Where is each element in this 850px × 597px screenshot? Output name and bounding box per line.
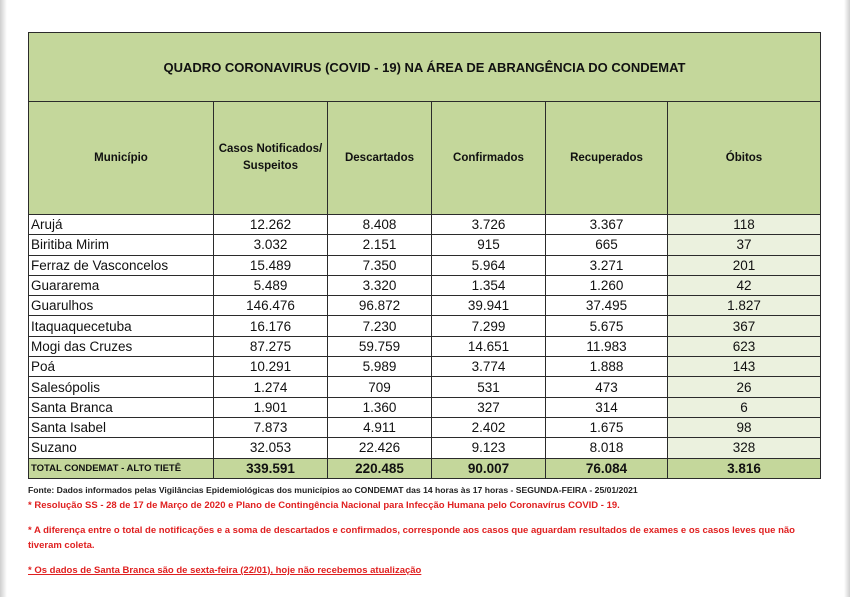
source-note: Fonte: Dados informados pelas Vigilâncias Epidemiológicas dos municípios ao CONDEMAT das 14 horas às 17 horas - SEGUNDA-FEIRA - 25/01/2021 bbox=[28, 485, 638, 495]
cell-obitos: 6 bbox=[668, 397, 821, 417]
table-row bbox=[29, 215, 821, 235]
covid-table bbox=[28, 32, 821, 479]
cell-recuperados: 37.495 bbox=[546, 296, 668, 316]
note-resolution: * Resolução SS - 28 de 17 de Março de 2020 e Plano de Contingência Nacional para Infecção Humana pelo Coronavírus COVID - 19. bbox=[28, 500, 620, 511]
cell-obitos: 37 bbox=[668, 235, 821, 255]
cell-descartados: 22.426 bbox=[328, 438, 432, 458]
left-edge-shadow bbox=[0, 0, 7, 597]
cell-descartados: 1.360 bbox=[328, 397, 432, 417]
cell-descartados: 96.872 bbox=[328, 296, 432, 316]
table-row bbox=[29, 296, 821, 316]
cell-obitos: 118 bbox=[668, 215, 821, 235]
cell-recuperados: 665 bbox=[546, 235, 668, 255]
header-casos-line1: Casos Notificados/ bbox=[218, 143, 323, 155]
right-edge-shadow bbox=[844, 0, 850, 597]
header-casos-line2: Suspeitos bbox=[243, 160, 298, 172]
cell-recuperados: 1.888 bbox=[546, 357, 668, 377]
cell-confirmados: 39.941 bbox=[432, 296, 546, 316]
cell-casos: 5.489 bbox=[214, 275, 328, 295]
header-obitos: Óbitos bbox=[668, 102, 821, 215]
total-obitos: 3.816 bbox=[668, 458, 821, 478]
total-descartados: 220.485 bbox=[328, 458, 432, 478]
table-row bbox=[29, 397, 821, 417]
cell-confirmados: 14.651 bbox=[432, 336, 546, 356]
cell-casos: 7.873 bbox=[214, 417, 328, 437]
cell-municipio: Itaquaquecetuba bbox=[29, 316, 214, 336]
cell-obitos: 367 bbox=[668, 316, 821, 336]
cell-municipio: Guararema bbox=[29, 275, 214, 295]
cell-municipio: Biritiba Mirim bbox=[29, 235, 214, 255]
cell-recuperados: 3.271 bbox=[546, 255, 668, 275]
cell-confirmados: 915 bbox=[432, 235, 546, 255]
cell-confirmados: 5.964 bbox=[432, 255, 546, 275]
cell-descartados: 5.989 bbox=[328, 357, 432, 377]
cell-descartados: 3.320 bbox=[328, 275, 432, 295]
total-casos: 339.591 bbox=[214, 458, 328, 478]
cell-casos: 10.291 bbox=[214, 357, 328, 377]
cell-municipio: Poá bbox=[29, 357, 214, 377]
header-descartados: Descartados bbox=[328, 102, 432, 215]
cell-recuperados: 5.675 bbox=[546, 316, 668, 336]
cell-casos: 1.274 bbox=[214, 377, 328, 397]
cell-confirmados: 2.402 bbox=[432, 417, 546, 437]
cell-municipio: Santa Isabel bbox=[29, 417, 214, 437]
cell-casos: 3.032 bbox=[214, 235, 328, 255]
cell-confirmados: 3.774 bbox=[432, 357, 546, 377]
header-municipio: Município bbox=[29, 102, 214, 215]
cell-confirmados: 9.123 bbox=[432, 438, 546, 458]
table-row bbox=[29, 336, 821, 356]
cell-recuperados: 11.983 bbox=[546, 336, 668, 356]
cell-obitos: 98 bbox=[668, 417, 821, 437]
cell-confirmados: 1.354 bbox=[432, 275, 546, 295]
cell-casos: 1.901 bbox=[214, 397, 328, 417]
cell-confirmados: 3.726 bbox=[432, 215, 546, 235]
cell-obitos: 26 bbox=[668, 377, 821, 397]
total-row bbox=[29, 458, 821, 478]
cell-obitos: 143 bbox=[668, 357, 821, 377]
cell-recuperados: 3.367 bbox=[546, 215, 668, 235]
cell-obitos: 201 bbox=[668, 255, 821, 275]
header-recuperados: Recuperados bbox=[546, 102, 668, 215]
cell-municipio: Mogi das Cruzes bbox=[29, 336, 214, 356]
table-row bbox=[29, 417, 821, 437]
header-casos bbox=[214, 102, 328, 215]
table-title: QUADRO CORONAVIRUS (COVID - 19) NA ÁREA DE ABRANGÊNCIA DO CONDEMAT bbox=[29, 33, 821, 102]
cell-recuperados: 8.018 bbox=[546, 438, 668, 458]
cell-descartados: 4.911 bbox=[328, 417, 432, 437]
cell-descartados: 7.230 bbox=[328, 316, 432, 336]
cell-obitos: 328 bbox=[668, 438, 821, 458]
table-row bbox=[29, 275, 821, 295]
cell-municipio: Salesópolis bbox=[29, 377, 214, 397]
cell-descartados: 709 bbox=[328, 377, 432, 397]
cell-confirmados: 327 bbox=[432, 397, 546, 417]
note-difference: * A diferença entre o total de notificações e a soma de descartados e confirmados, corresponde aos casos que aguardam resultados de exames e os casos leves que não tiveram coleta. bbox=[28, 525, 795, 551]
total-confirmados: 90.007 bbox=[432, 458, 546, 478]
cell-obitos: 42 bbox=[668, 275, 821, 295]
cell-recuperados: 314 bbox=[546, 397, 668, 417]
note-santa-branca: * Os dados de Santa Branca são de sexta-feira (22/01), hoje não recebemos atualização bbox=[28, 565, 422, 576]
total-recuperados: 76.084 bbox=[546, 458, 668, 478]
table-row bbox=[29, 357, 821, 377]
cell-casos: 87.275 bbox=[214, 336, 328, 356]
cell-recuperados: 473 bbox=[546, 377, 668, 397]
table-row bbox=[29, 438, 821, 458]
cell-recuperados: 1.260 bbox=[546, 275, 668, 295]
cell-obitos: 623 bbox=[668, 336, 821, 356]
table-row bbox=[29, 255, 821, 275]
cell-obitos: 1.827 bbox=[668, 296, 821, 316]
cell-recuperados: 1.675 bbox=[546, 417, 668, 437]
cell-municipio: Guarulhos bbox=[29, 296, 214, 316]
cell-casos: 32.053 bbox=[214, 438, 328, 458]
cell-municipio: Santa Branca bbox=[29, 397, 214, 417]
cell-confirmados: 7.299 bbox=[432, 316, 546, 336]
total-label: TOTAL CONDEMAT - ALTO TIETÊ bbox=[29, 458, 214, 478]
cell-casos: 15.489 bbox=[214, 255, 328, 275]
cell-descartados: 2.151 bbox=[328, 235, 432, 255]
cell-casos: 16.176 bbox=[214, 316, 328, 336]
cell-casos: 146.476 bbox=[214, 296, 328, 316]
notes-section bbox=[28, 485, 828, 576]
cell-municipio: Arujá bbox=[29, 215, 214, 235]
cell-casos: 12.262 bbox=[214, 215, 328, 235]
cell-descartados: 8.408 bbox=[328, 215, 432, 235]
cell-municipio: Suzano bbox=[29, 438, 214, 458]
table-row bbox=[29, 316, 821, 336]
cell-descartados: 59.759 bbox=[328, 336, 432, 356]
table-row bbox=[29, 377, 821, 397]
header-confirmados: Confirmados bbox=[432, 102, 546, 215]
table-row bbox=[29, 235, 821, 255]
cell-descartados: 7.350 bbox=[328, 255, 432, 275]
cell-confirmados: 531 bbox=[432, 377, 546, 397]
cell-municipio: Ferraz de Vasconcelos bbox=[29, 255, 214, 275]
